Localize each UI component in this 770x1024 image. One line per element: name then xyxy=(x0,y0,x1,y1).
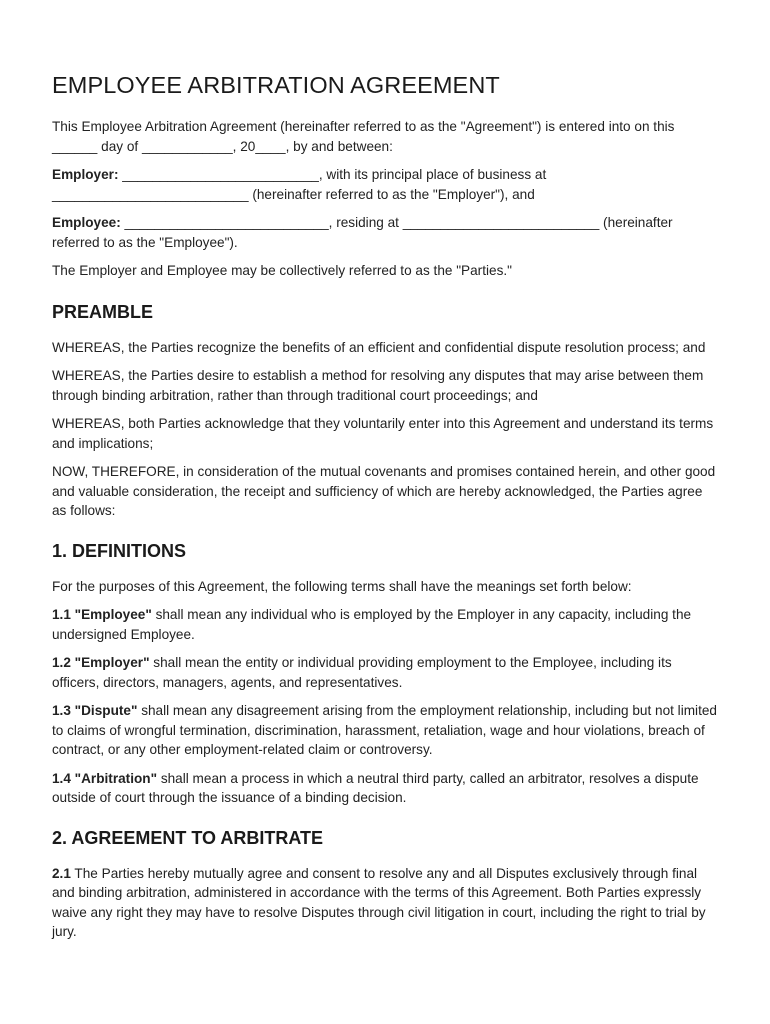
employee-text: ___________________________, residing at __________________________ (hereinafter referred to as the "Employee"). xyxy=(52,215,673,250)
whereas-paragraph-3: WHEREAS, both Parties acknowledge that they voluntarily enter into this Agreement and understand its terms and implications; xyxy=(52,416,714,451)
whereas-paragraph-1: WHEREAS, the Parties recognize the benefits of an efficient and confidential dispute resolution process; and xyxy=(52,339,706,355)
document-title: EMPLOYEE ARBITRATION AGREEMENT xyxy=(52,72,500,98)
employee-label: Employee: xyxy=(52,215,121,230)
parties-paragraph: The Employer and Employee may be collectively referred to as the "Parties." xyxy=(52,263,512,278)
definition-term: 1.3 "Dispute" xyxy=(52,703,138,718)
definition-term: 1.2 "Employer" xyxy=(52,655,150,670)
document-page xyxy=(52,70,720,951)
agreement-clause xyxy=(52,864,720,942)
definition-item xyxy=(52,701,720,760)
definition-text: shall mean the entity or individual providing employment to the Employee, including its officers, directors, managers, agents, and representatives. xyxy=(52,655,672,690)
employer-text: __________________________, with its principal place of business at __________________________ (hereinafter referred to as the "Employer"), and xyxy=(52,167,547,202)
employee-paragraph xyxy=(52,213,720,252)
intro-paragraph: This Employee Arbitration Agreement (hereinafter referred to as the "Agreement") is entered into on this ______ day of ____________, 20____, by and between: xyxy=(52,119,675,154)
definition-term: 1.1 "Employee" xyxy=(52,607,152,622)
definition-item xyxy=(52,653,720,692)
agreement-heading: 2. AGREEMENT TO ARBITRATE xyxy=(52,827,324,848)
definition-term: 1.4 "Arbitration" xyxy=(52,770,158,786)
preamble-heading: PREAMBLE xyxy=(52,301,154,322)
now-therefore-paragraph: NOW, THEREFORE, in consideration of the mutual covenants and promises contained herein, and other good and valuable consideration, the receipt and sufficiency of which are hereby acknowledged, the Parties agree as follows: xyxy=(52,464,716,518)
definitions-heading: 1. DEFINITIONS xyxy=(52,540,187,561)
employer-label: Employer: xyxy=(52,167,119,182)
definition-item xyxy=(52,605,720,644)
whereas-paragraph-2: WHEREAS, the Parties desire to establish a method for resolving any disputes that may arise between them through binding arbitration, rather than through traditional court proceedings; and xyxy=(52,368,704,403)
clause-text: The Parties hereby mutually agree and consent to resolve any and all Disputes exclusively through final and binding arbitration, administered in accordance with the terms of this Agreement. Both Parties expressly waive any right they may have to resolve Disputes through civil litigation in court, including the right to trial by jury. xyxy=(52,865,706,939)
definition-text: shall mean a process in which a neutral third party, called an arbitrator, resolves a dispute outside of court through the issuance of a binding decision. xyxy=(52,770,699,805)
definition-item xyxy=(52,769,720,808)
employer-paragraph xyxy=(52,165,720,204)
clause-number: 2.1 xyxy=(52,865,71,881)
definition-text: shall mean any disagreement arising from the employment relationship, including but not limited to claims of wrongful termination, discrimination, harassment, retaliation, wage and hour violations, breach of contract, or any other employment-related claim or controversy. xyxy=(52,703,717,757)
definition-text: shall mean any individual who is employed by the Employer in any capacity, including the undersigned Employee. xyxy=(52,607,692,642)
definitions-intro: For the purposes of this Agreement, the following terms shall have the meanings set forth below: xyxy=(52,578,632,594)
